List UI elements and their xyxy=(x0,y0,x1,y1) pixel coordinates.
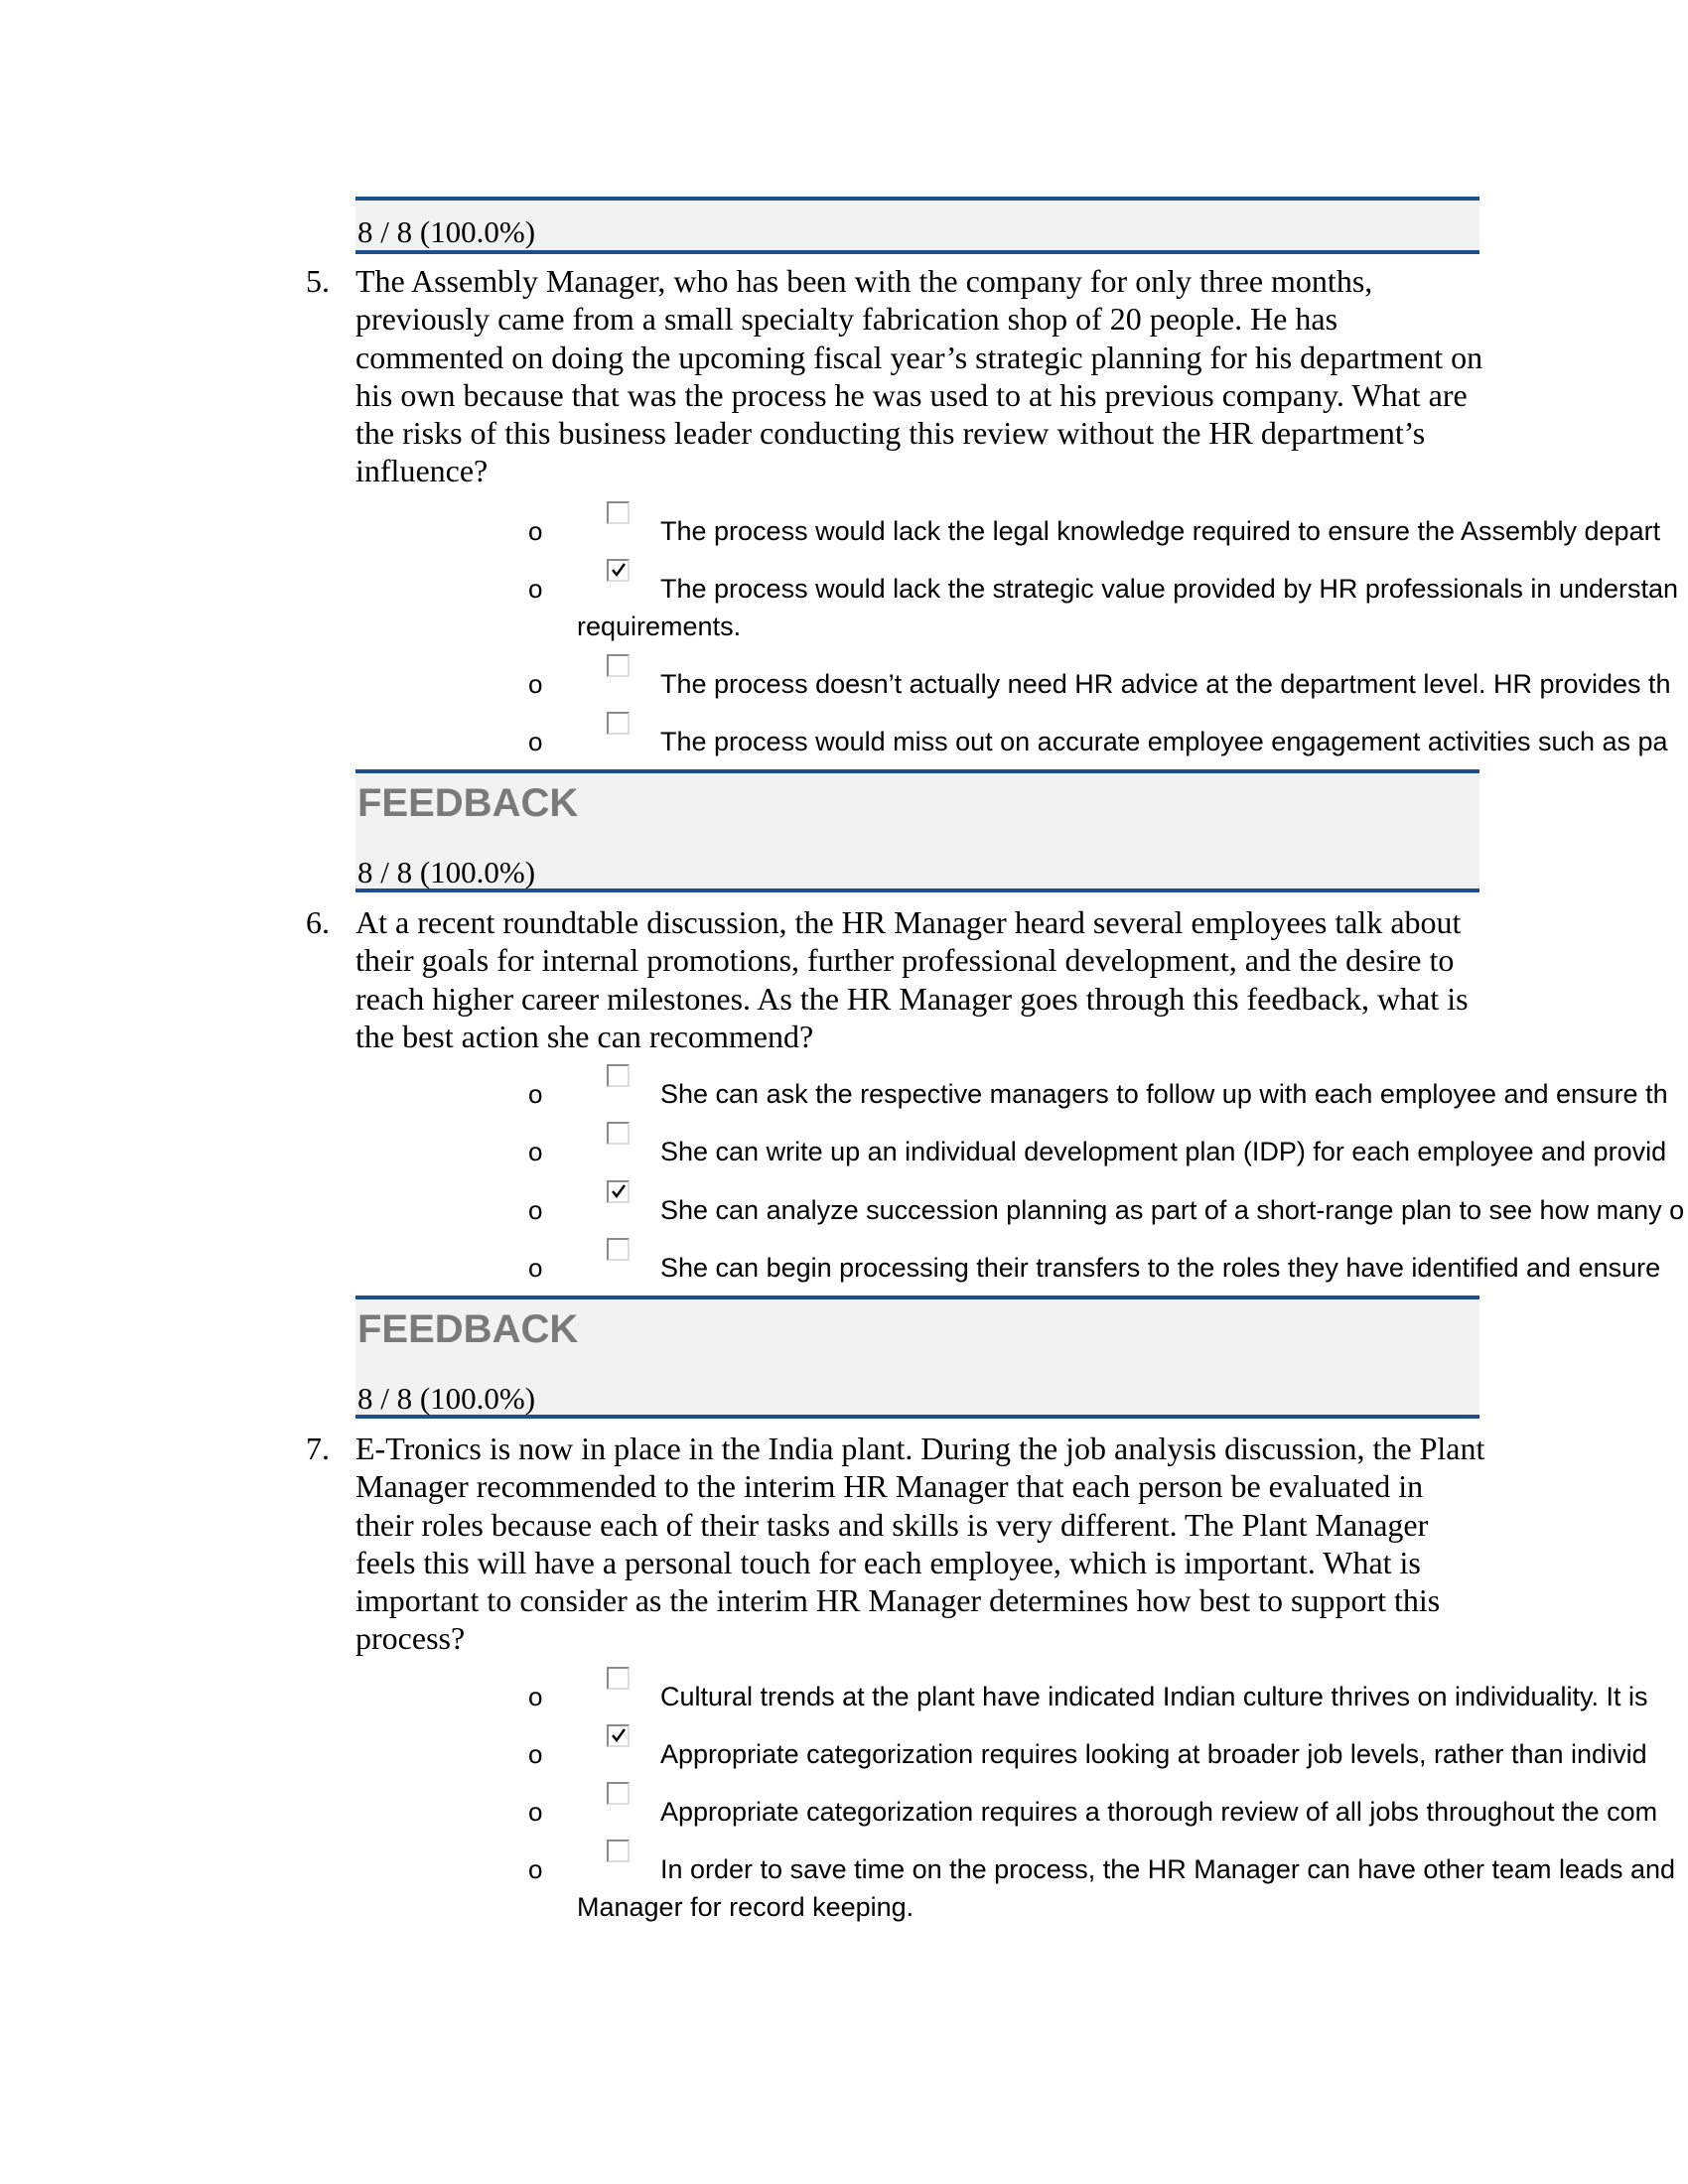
answer-option[interactable] xyxy=(0,654,1688,712)
answer-option[interactable] xyxy=(0,1840,1688,1922)
checkbox[interactable] xyxy=(607,1238,630,1261)
question-text: The Assembly Manager, who has been with the company for only three months, previously came from a small specialty fabrication shop of 20 people. He has commented on doing the upcoming fiscal year’s strategic planning for his department on his own because that was the process he was used to at his previous company. What are the risks of this business leader conducting this review without the HR department’s influence? xyxy=(355,263,1483,489)
bullet: o xyxy=(528,1739,543,1769)
bullet: o xyxy=(528,1682,543,1711)
answer-option[interactable] xyxy=(0,1238,1688,1296)
bullet: o xyxy=(528,574,543,604)
option-text: She can analyze succession planning as part of a short-range plan to see how many o xyxy=(660,1195,1685,1225)
option-text: The process would miss out on accurate employee engagement activities such as pa xyxy=(660,727,1668,756)
bullet: o xyxy=(528,1797,543,1827)
answer-option[interactable] xyxy=(0,559,1688,641)
answer-option[interactable] xyxy=(0,712,1688,769)
bullet: o xyxy=(528,1195,543,1225)
option-text: The process would lack the strategic value provided by HR professionals in understan xyxy=(660,574,1679,604)
option-text-continuation: requirements. xyxy=(577,612,742,641)
option-text: The process doesn’t actually need HR advice at the department level. HR provides th xyxy=(660,669,1671,699)
question-number: 5. xyxy=(306,263,330,299)
bullet: o xyxy=(528,1137,543,1166)
bullet: o xyxy=(528,1253,543,1283)
option-text: Appropriate categorization requires a thorough review of all jobs throughout the com xyxy=(660,1797,1658,1827)
bullet: o xyxy=(528,1854,543,1884)
checkbox[interactable] xyxy=(607,1064,630,1087)
bullet: o xyxy=(528,727,543,756)
answer-option[interactable] xyxy=(0,1667,1688,1724)
checkmark-icon xyxy=(610,561,628,579)
checkbox-checked[interactable] xyxy=(607,1724,630,1747)
checkbox[interactable] xyxy=(607,654,630,677)
answer-option[interactable] xyxy=(0,501,1688,559)
option-text: She can ask the respective managers to follow up with each employee and ensure th xyxy=(660,1079,1668,1109)
feedback-title: FEEDBACK xyxy=(357,781,579,825)
bullet: o xyxy=(528,669,543,699)
question-number: 7. xyxy=(306,1431,330,1466)
question-text: E-Tronics is now in place in the India plant. During the job analysis discussion, the Plant Manager recommended to the interim HR Manager that each person be evaluated in their roles because each of their tasks and skills is very different. The Plant Manager feels this will have a personal touch for each employee, which is important. What is important to consider as the interim HR Manager determines how best to support this process? xyxy=(355,1431,1485,1657)
checkbox-checked[interactable] xyxy=(607,559,630,582)
score-text: 8 / 8 (100.0%) xyxy=(357,1381,536,1416)
answer-option[interactable] xyxy=(0,1180,1688,1238)
checkbox[interactable] xyxy=(607,712,630,735)
checkbox-checked[interactable] xyxy=(607,1180,630,1203)
option-text: She can write up an individual development plan (IDP) for each employee and provid xyxy=(660,1137,1667,1166)
option-text: The process would lack the legal knowledge required to ensure the Assembly depart xyxy=(660,516,1661,546)
answer-option[interactable] xyxy=(0,1064,1688,1122)
answer-option[interactable] xyxy=(0,1724,1688,1782)
answer-option[interactable] xyxy=(0,1122,1688,1179)
checkbox[interactable] xyxy=(607,1122,630,1145)
checkbox[interactable] xyxy=(607,501,630,524)
score-band xyxy=(355,197,1479,254)
feedback-title: FEEDBACK xyxy=(357,1307,579,1351)
bullet: o xyxy=(528,1079,543,1109)
option-text: She can begin processing their transfers to the roles they have identified and ensure xyxy=(660,1253,1661,1283)
option-text: Cultural trends at the plant have indicated Indian culture thrives on individuality. It is xyxy=(660,1682,1648,1711)
option-text: Appropriate categorization requires looking at broader job levels, rather than individ xyxy=(660,1739,1647,1769)
answer-option[interactable] xyxy=(0,1782,1688,1840)
bullet: o xyxy=(528,516,543,546)
score-text: 8 / 8 (100.0%) xyxy=(357,855,536,889)
feedback-panel xyxy=(355,1296,1479,1419)
option-text-continuation: Manager for record keeping. xyxy=(577,1892,914,1922)
checkmark-icon xyxy=(610,1182,628,1200)
option-text: In order to save time on the process, the HR Manager can have other team leads and xyxy=(660,1854,1676,1884)
checkbox[interactable] xyxy=(607,1840,630,1862)
checkmark-icon xyxy=(610,1726,628,1744)
question-number: 6. xyxy=(306,904,330,940)
score-text: 8 / 8 (100.0%) xyxy=(357,214,536,249)
question-text: At a recent roundtable discussion, the HR Manager heard several employees talk about their goals for internal promotions, further professional development, and the desire to reach higher career milestones. As the HR Manager goes through this feedback, what is the best action she can recommend? xyxy=(355,904,1469,1054)
checkbox[interactable] xyxy=(607,1667,630,1690)
feedback-panel xyxy=(355,769,1479,892)
checkbox[interactable] xyxy=(607,1782,630,1805)
